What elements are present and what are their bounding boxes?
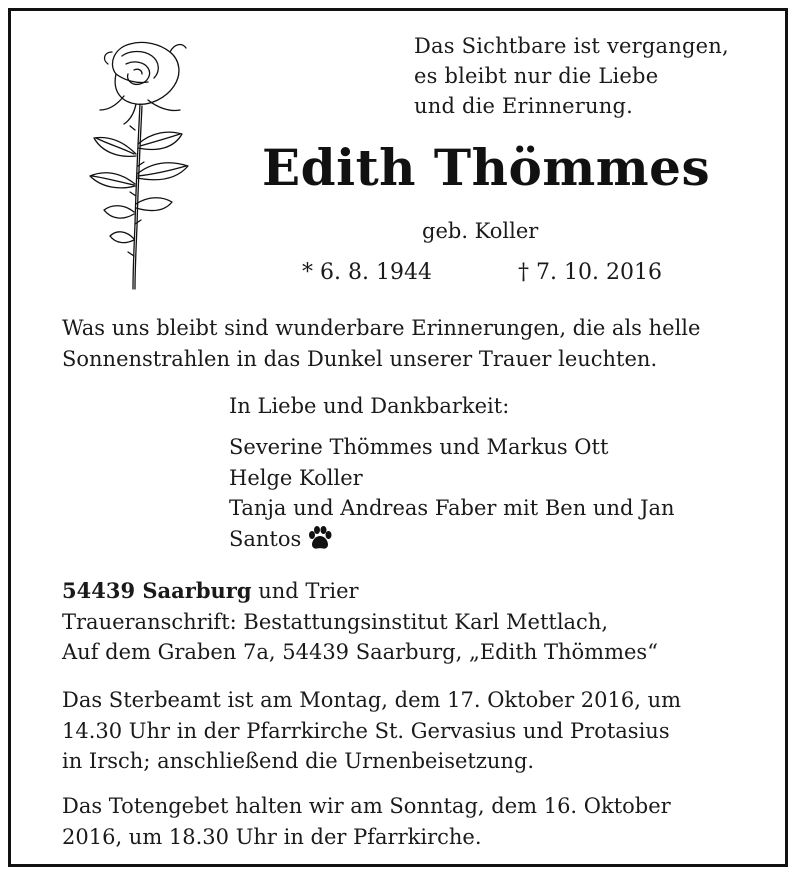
city-rest: und Trier (251, 579, 359, 603)
motto-line: Das Sichtbare ist vergangen, (414, 34, 729, 58)
motto-line: und die Erinnerung. (414, 94, 633, 118)
prayer-line: 2016, um 18.30 Uhr in der Pfarrkirche. (62, 824, 482, 849)
mourners-list (229, 432, 675, 554)
paw-print-icon (307, 525, 333, 551)
street-address-line: Auf dem Graben 7a, 54439 Saarburg, „Edith Thömmes“ (62, 640, 658, 664)
deceased-name: Edith Thömmes (262, 138, 711, 197)
gratitude-intro: In Liebe und Dankbarkeit: (229, 394, 510, 418)
mourner-name: Santos (229, 526, 302, 551)
mourning-address-line: Traueranschrift: Bestattungsinstitut Karl Mettlach, (62, 609, 609, 634)
death-date: † 7. 10. 2016 (518, 260, 662, 285)
motto-line: es bleibt nur die Liebe (414, 64, 659, 88)
city-bold: 54439 Saarburg (62, 578, 252, 603)
rose-illustration-icon (78, 34, 208, 294)
birth-name: geb. Koller (422, 219, 539, 243)
service-line: in Irsch; anschließend die Urnenbeisetzung. (62, 749, 535, 773)
quote-line: Was uns bleibt sind wunderbare Erinnerungen, die als helle (62, 316, 701, 340)
service-block (62, 685, 681, 777)
mourner-row (229, 524, 675, 555)
motto (414, 31, 729, 121)
birth-date: * 6. 8. 1944 (302, 260, 432, 285)
mourner-name: Tanja und Andreas Faber mit Ben und Jan (229, 496, 675, 520)
prayer-line: Das Totengebet halten wir am Sonntag, dem 16. Oktober (62, 794, 671, 818)
quote-line: Sonnenstrahlen in das Dunkel unserer Trauer leuchten. (62, 347, 658, 371)
city-line (62, 576, 658, 607)
service-line: 14.30 Uhr in der Pfarrkirche St. Gervasius und Protasius (62, 718, 670, 743)
service-line: Das Sterbeamt ist am Montag, dem 17. Oktober 2016, um (62, 688, 682, 712)
mourner-name: Severine Thömmes und Markus Ott (229, 435, 609, 459)
mourner-name: Helge Koller (229, 465, 363, 490)
address-block (62, 576, 658, 668)
prayer-block (62, 791, 671, 852)
memorial-quote (62, 313, 700, 375)
